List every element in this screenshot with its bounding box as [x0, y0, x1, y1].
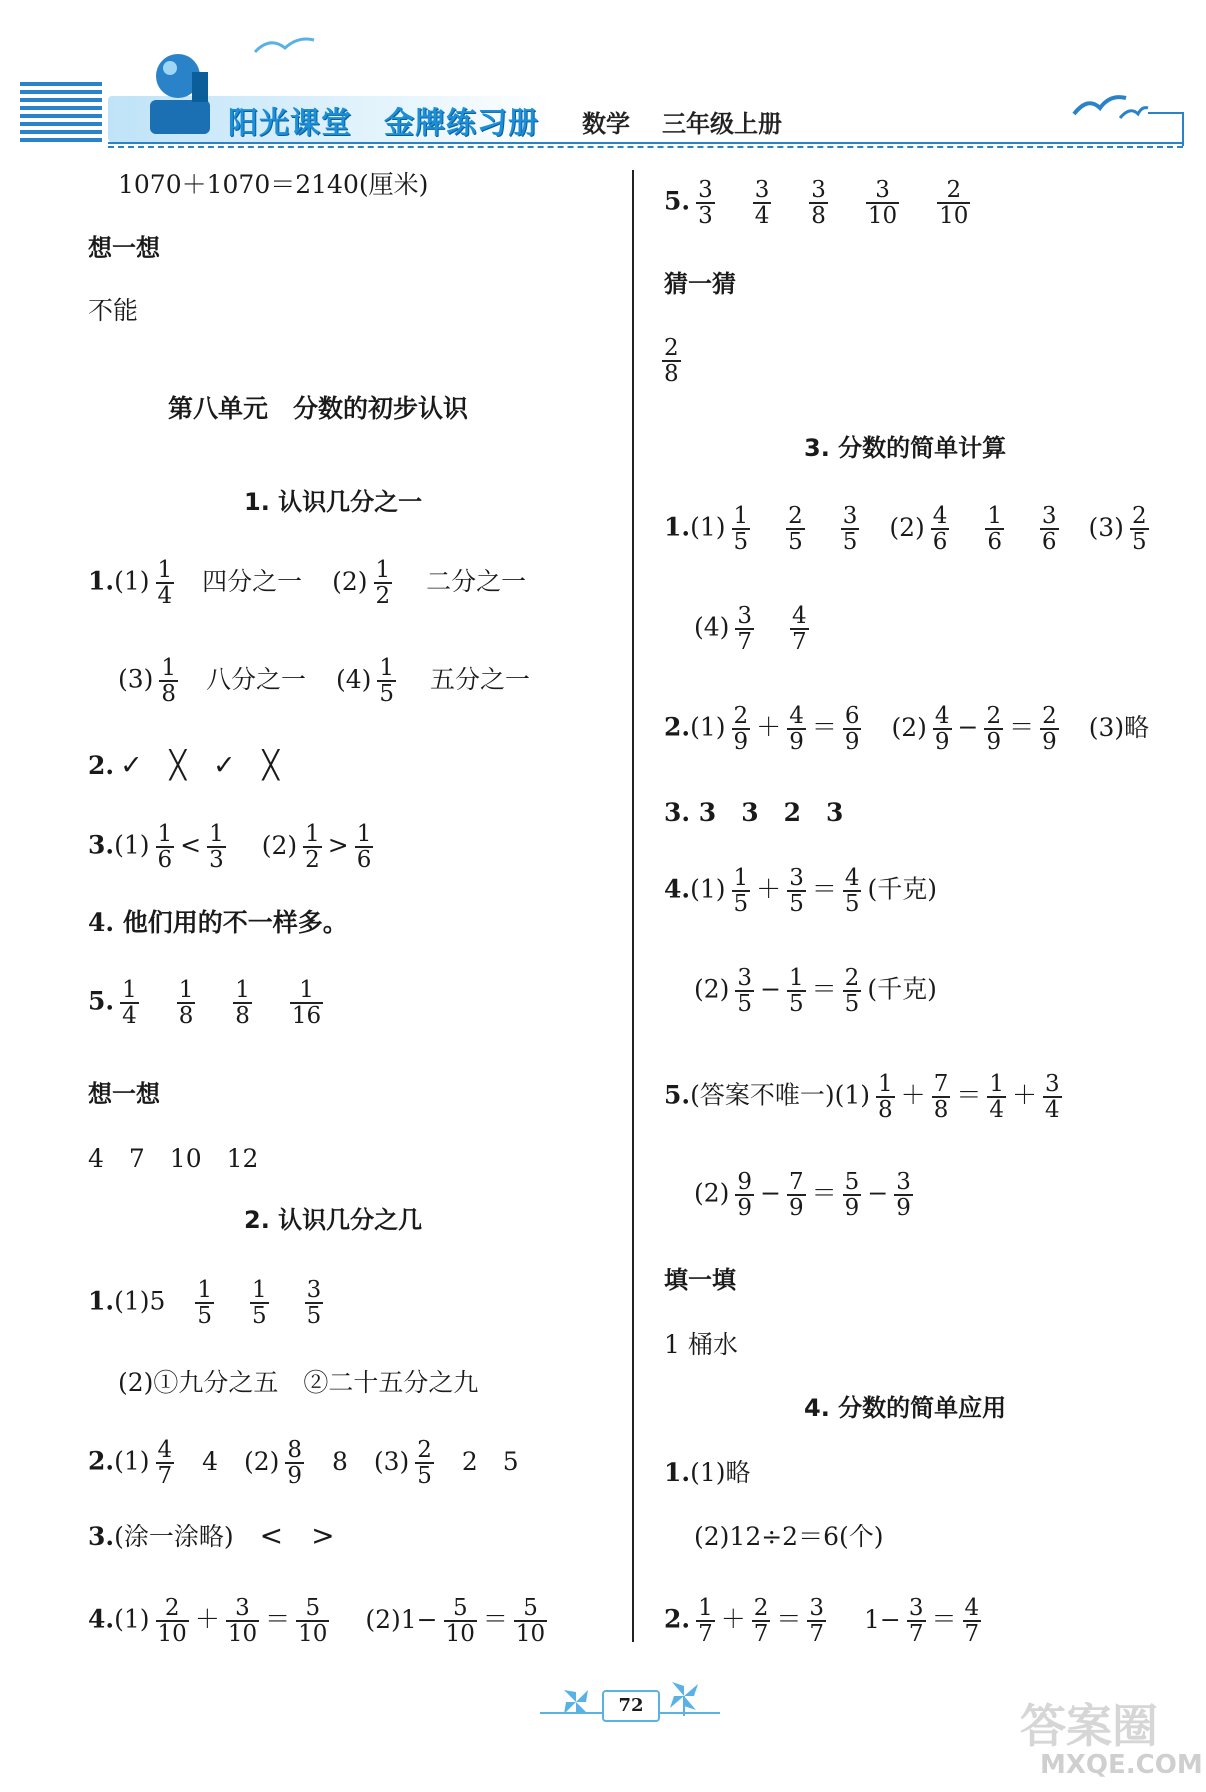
- q-number: 4.: [664, 874, 691, 904]
- watermark-logo: 答案圈: [1020, 1699, 1158, 1753]
- sub-label: (3): [1088, 512, 1124, 542]
- page-number: 72: [602, 1690, 660, 1722]
- numbers-line: 4 7 10 12: [88, 1144, 259, 1173]
- q-number: 4.: [88, 1604, 115, 1634]
- fraction: $\frac{5}{10}$: [445, 1595, 475, 1648]
- b1-line2: (2)12÷2＝6(个): [694, 1522, 884, 1551]
- answer-text: 1−: [864, 1604, 901, 1634]
- sub-label: (1): [114, 1446, 150, 1476]
- fraction: $\frac{2}{5}$: [788, 503, 803, 556]
- sub-label: (1): [690, 512, 726, 542]
- section-4-title: 4. 分数的简单应用: [804, 1394, 1007, 1422]
- fraction: $\frac{1}{2}$: [305, 821, 320, 874]
- fraction: $\frac{2}{9}$: [986, 703, 1002, 756]
- fraction: $\frac{1}{5}$: [789, 965, 804, 1018]
- fraction: $\frac{2}{10}$: [157, 1595, 187, 1648]
- fraction: $\frac{3}{7}$: [809, 1595, 825, 1648]
- fraction: $\frac{3}{4}$: [1045, 1071, 1060, 1124]
- q-number: 5.: [88, 986, 115, 1016]
- a3-line: 3. 3 3 2 3: [664, 798, 844, 827]
- fraction: $\frac{2}{9}$: [1042, 703, 1057, 756]
- q5-line: [88, 978, 329, 1028]
- sub-label: (2): [332, 566, 368, 596]
- bird-icon: [250, 30, 320, 60]
- fraction: $\frac{3}{4}$: [754, 177, 770, 230]
- header-corner: [1148, 112, 1184, 146]
- fraction: $\frac{1}{7}$: [698, 1595, 713, 1648]
- q3-line: [88, 822, 379, 872]
- fraction: $\frac{5}{10}$: [298, 1595, 328, 1648]
- fraction: $\frac{3}{10}$: [227, 1595, 258, 1648]
- a4-line1: 4.(1) $\frac{1}{5}$ ＋ $\frac{3}{5}$ ＝ $\frac{4}{5}$ (千克): [664, 865, 937, 918]
- sub-label: (2): [694, 974, 730, 1004]
- fraction: $\frac{3}{7}$: [737, 603, 753, 656]
- guess-answer: [656, 336, 687, 386]
- header-subject: 数学: [582, 110, 630, 138]
- fraction: $\frac{1}{5}$: [251, 1277, 267, 1330]
- fraction: $\frac{4}{6}$: [932, 503, 948, 556]
- a2-line: 2.(1) $\frac{2}{9}$ ＋ $\frac{4}{9}$ ＝ $\frac{6}{9}$ (2) $\frac{4}{9}$ − $\frac{2}{9}$ ＝ $\frac{2}{9}$ (3)略: [664, 703, 1150, 756]
- fraction: $\frac{1}{4}$: [989, 1071, 1004, 1124]
- unit-text: (千克): [867, 874, 937, 904]
- r2-line: [88, 1438, 519, 1488]
- line-1070: 1070＋1070＝2140(厘米): [118, 170, 429, 199]
- sub-label: (4): [335, 664, 372, 694]
- fraction: $\frac{3}{9}$: [896, 1169, 911, 1222]
- q4-line: [88, 910, 348, 935]
- check-marks: ✓ ╳ ✓ ╳: [120, 750, 279, 781]
- fraction: $\frac{1}{4}$: [157, 557, 173, 610]
- fraction: $\frac{3}{7}$: [908, 1595, 924, 1648]
- pinwheel-icon: [556, 1684, 596, 1720]
- a5-line2: (2) $\frac{9}{9}$ − $\frac{7}{9}$ ＝ $\frac{5}{9}$ − $\frac{3}{9}$: [694, 1169, 911, 1222]
- heading-think-2: 想一想: [88, 1080, 160, 1108]
- a5-line1: 5.(答案不唯一)(1) $\frac{1}{8}$ ＋ $\frac{7}{8}$ ＝ $\frac{1}{4}$ ＋ $\frac{3}{4}$: [664, 1071, 1060, 1124]
- fraction: $\frac{8}{9}$: [287, 1437, 303, 1490]
- answer-text: 八分之一: [206, 664, 307, 694]
- q-number: 5.: [664, 1080, 691, 1110]
- fraction: $\frac{3}{10}$: [867, 177, 898, 230]
- q-number: 1.: [664, 512, 691, 542]
- header-dashed-rule: [108, 146, 1183, 148]
- header-grade: 三年级上册: [662, 110, 782, 138]
- fraction: $\frac{1}{8}$: [178, 977, 194, 1030]
- q1-line2: [118, 656, 530, 706]
- answer-text: (涂一涂略): [114, 1522, 234, 1551]
- fraction: $\frac{1}{4}$: [122, 977, 137, 1030]
- q-number: 1.: [88, 566, 115, 596]
- sub-label: (3): [118, 664, 154, 694]
- fraction: $\frac{2}{8}$: [664, 335, 679, 388]
- heading-guess: 猜一猜: [664, 270, 736, 298]
- section-3-title: 3. 分数的简单计算: [804, 434, 1007, 462]
- compare-sign: <: [180, 830, 202, 860]
- fraction: $\frac{3}{5}$: [842, 503, 858, 556]
- fraction: $\frac{2}{5}$: [1131, 503, 1147, 556]
- fraction: $\frac{3}{5}$: [306, 1277, 322, 1330]
- header-title-right: 金牌练习册: [384, 106, 539, 141]
- heading-fill: 填一填: [664, 1266, 736, 1294]
- answer-text: (3)略: [1088, 712, 1150, 742]
- sub-label: (2): [243, 1446, 280, 1476]
- fraction: $\frac{1}{8}$: [235, 977, 250, 1030]
- fraction: $\frac{2}{9}$: [733, 703, 749, 756]
- fraction: $\frac{7}{8}$: [933, 1071, 949, 1124]
- fraction: $\frac{4}{7}$: [964, 1595, 980, 1648]
- fill-answer: 1 桶水: [664, 1330, 738, 1359]
- fraction: $\frac{1}{2}$: [375, 557, 391, 610]
- answer-text: (1)5: [114, 1286, 166, 1316]
- mascot-icon: [140, 46, 220, 138]
- sub-label: (1): [690, 712, 726, 742]
- answer-text: 2 5: [461, 1446, 519, 1476]
- fraction: $\frac{1}{6}$: [356, 821, 372, 874]
- fraction: $\frac{5}{9}$: [844, 1169, 860, 1222]
- b2-line: 2. $\frac{1}{7}$ ＋ $\frac{2}{7}$ ＝ $\frac{3}{7}$ 1− $\frac{3}{7}$ ＝ $\frac{4}{7}$: [664, 1595, 980, 1648]
- q2-line: [88, 752, 279, 779]
- watermark-url: MXQE.COM: [1040, 1750, 1203, 1780]
- sub-label: (1): [114, 830, 150, 860]
- r3-line: [88, 1519, 335, 1552]
- fraction: $\frac{9}{9}$: [737, 1169, 753, 1222]
- q-number: 2.: [88, 1446, 115, 1476]
- answer-text: 4: [202, 1446, 219, 1476]
- answer-text: 二分之一: [426, 566, 527, 596]
- rq5-line: [664, 178, 976, 228]
- fraction: $\frac{1}{8}$: [878, 1071, 893, 1124]
- sub-label: (答案不唯一)(1): [690, 1080, 871, 1110]
- compare-signs: < >: [259, 1519, 335, 1552]
- fraction: $\frac{6}{9}$: [844, 703, 860, 756]
- r1-part2: (2)①九分之五 ②二十五分之九: [118, 1368, 479, 1397]
- sub-label: (2): [889, 512, 925, 542]
- fraction: $\frac{3}{6}$: [1041, 503, 1057, 556]
- sub-label: (1): [114, 1604, 150, 1634]
- q-number: 1.: [664, 1458, 691, 1487]
- fraction: $\frac{1}{3}$: [209, 821, 224, 874]
- fraction: $\frac{4}{7}$: [157, 1437, 173, 1490]
- fraction: $\frac{3}{3}$: [698, 177, 713, 230]
- answer-cannot: 不能: [88, 296, 139, 325]
- section-1-title: 1. 认识几分之一: [244, 488, 423, 516]
- fraction: $\frac{3}{5}$: [789, 865, 804, 918]
- unit-text: (千克): [867, 974, 937, 1004]
- fraction: $\frac{2}{10}$: [939, 177, 969, 230]
- q-number: 2.: [664, 712, 691, 742]
- q1-line1: [88, 558, 526, 608]
- answer-text: (1)略: [690, 1458, 751, 1487]
- a4-line2: (2) $\frac{3}{5}$ − $\frac{1}{5}$ ＝ $\frac{2}{5}$ (千克): [694, 965, 937, 1018]
- fraction: $\frac{1}{5}$: [197, 1277, 213, 1330]
- fraction: $\frac{1}{5}$: [379, 655, 395, 708]
- header-stripes: [20, 82, 102, 142]
- fraction: $\frac{7}{9}$: [789, 1169, 804, 1222]
- q-number: 2.: [664, 1604, 691, 1634]
- b1-line1: [664, 1460, 751, 1485]
- fraction: $\frac{2}{7}$: [753, 1595, 769, 1648]
- fraction: $\frac{1}{5}$: [733, 865, 749, 918]
- q-number: 3.: [88, 830, 115, 860]
- r1-line: [88, 1278, 329, 1328]
- fraction: $\frac{1}{16}$: [291, 977, 322, 1030]
- fraction: $\frac{1}{8}$: [161, 655, 177, 708]
- sub-label: (2): [261, 830, 298, 860]
- fraction: $\frac{2}{5}$: [417, 1437, 432, 1490]
- q-number: 5.: [664, 186, 691, 216]
- header-title-left: 阳光课堂: [228, 106, 352, 141]
- q4-text: 4. 他们用的不一样多。: [88, 908, 348, 937]
- sub-label: (3): [373, 1446, 410, 1476]
- q-number: 3.: [88, 1522, 115, 1551]
- fraction: $\frac{2}{5}$: [844, 965, 860, 1018]
- sub-label: (2)1−: [365, 1604, 438, 1634]
- r4-line: 4.(1) $\frac{2}{10}$ ＋ $\frac{3}{10}$ ＝ $\frac{5}{10}$ (2)1− $\frac{5}{10}$ ＝ $\frac{5}{10}$: [88, 1595, 546, 1648]
- answer-text: 四分之一: [202, 566, 303, 596]
- sub-label: (2): [891, 712, 927, 742]
- fraction: $\frac{4}{9}$: [789, 703, 804, 756]
- sub-label: (1): [114, 566, 150, 596]
- unit-title: 第八单元 分数的初步认识: [168, 394, 469, 423]
- a1-line2: [694, 604, 815, 654]
- fraction: $\frac{1}{5}$: [733, 503, 749, 556]
- sub-label: (4): [694, 612, 730, 642]
- pinwheel-icon: [664, 1676, 704, 1716]
- fraction: $\frac{5}{10}$: [515, 1595, 546, 1648]
- fraction: $\frac{4}{7}$: [792, 603, 807, 656]
- sub-label: (2): [694, 1178, 730, 1208]
- gulls-icon: [1070, 88, 1150, 122]
- sub-label: (1): [690, 874, 726, 904]
- a1-line1: [664, 504, 1155, 554]
- column-divider: [632, 170, 634, 1642]
- answer-text: 8: [332, 1446, 348, 1476]
- fraction: $\frac{1}{6}$: [157, 821, 173, 874]
- answer-text: 五分之一: [430, 664, 531, 694]
- fraction: $\frac{3}{8}$: [811, 177, 826, 230]
- fraction: $\frac{3}{5}$: [737, 965, 753, 1018]
- fraction: $\frac{1}{6}$: [987, 503, 1002, 556]
- fraction: $\frac{4}{9}$: [934, 703, 950, 756]
- compare-sign: >: [327, 830, 349, 860]
- q-number: 2.: [88, 751, 115, 780]
- fraction: $\frac{4}{5}$: [844, 865, 860, 918]
- heading-think-1: 想一想: [88, 234, 160, 262]
- section-2-title: 2. 认识几分之几: [244, 1206, 423, 1234]
- q-number: 1.: [88, 1286, 115, 1316]
- header-rule: [108, 142, 1183, 144]
